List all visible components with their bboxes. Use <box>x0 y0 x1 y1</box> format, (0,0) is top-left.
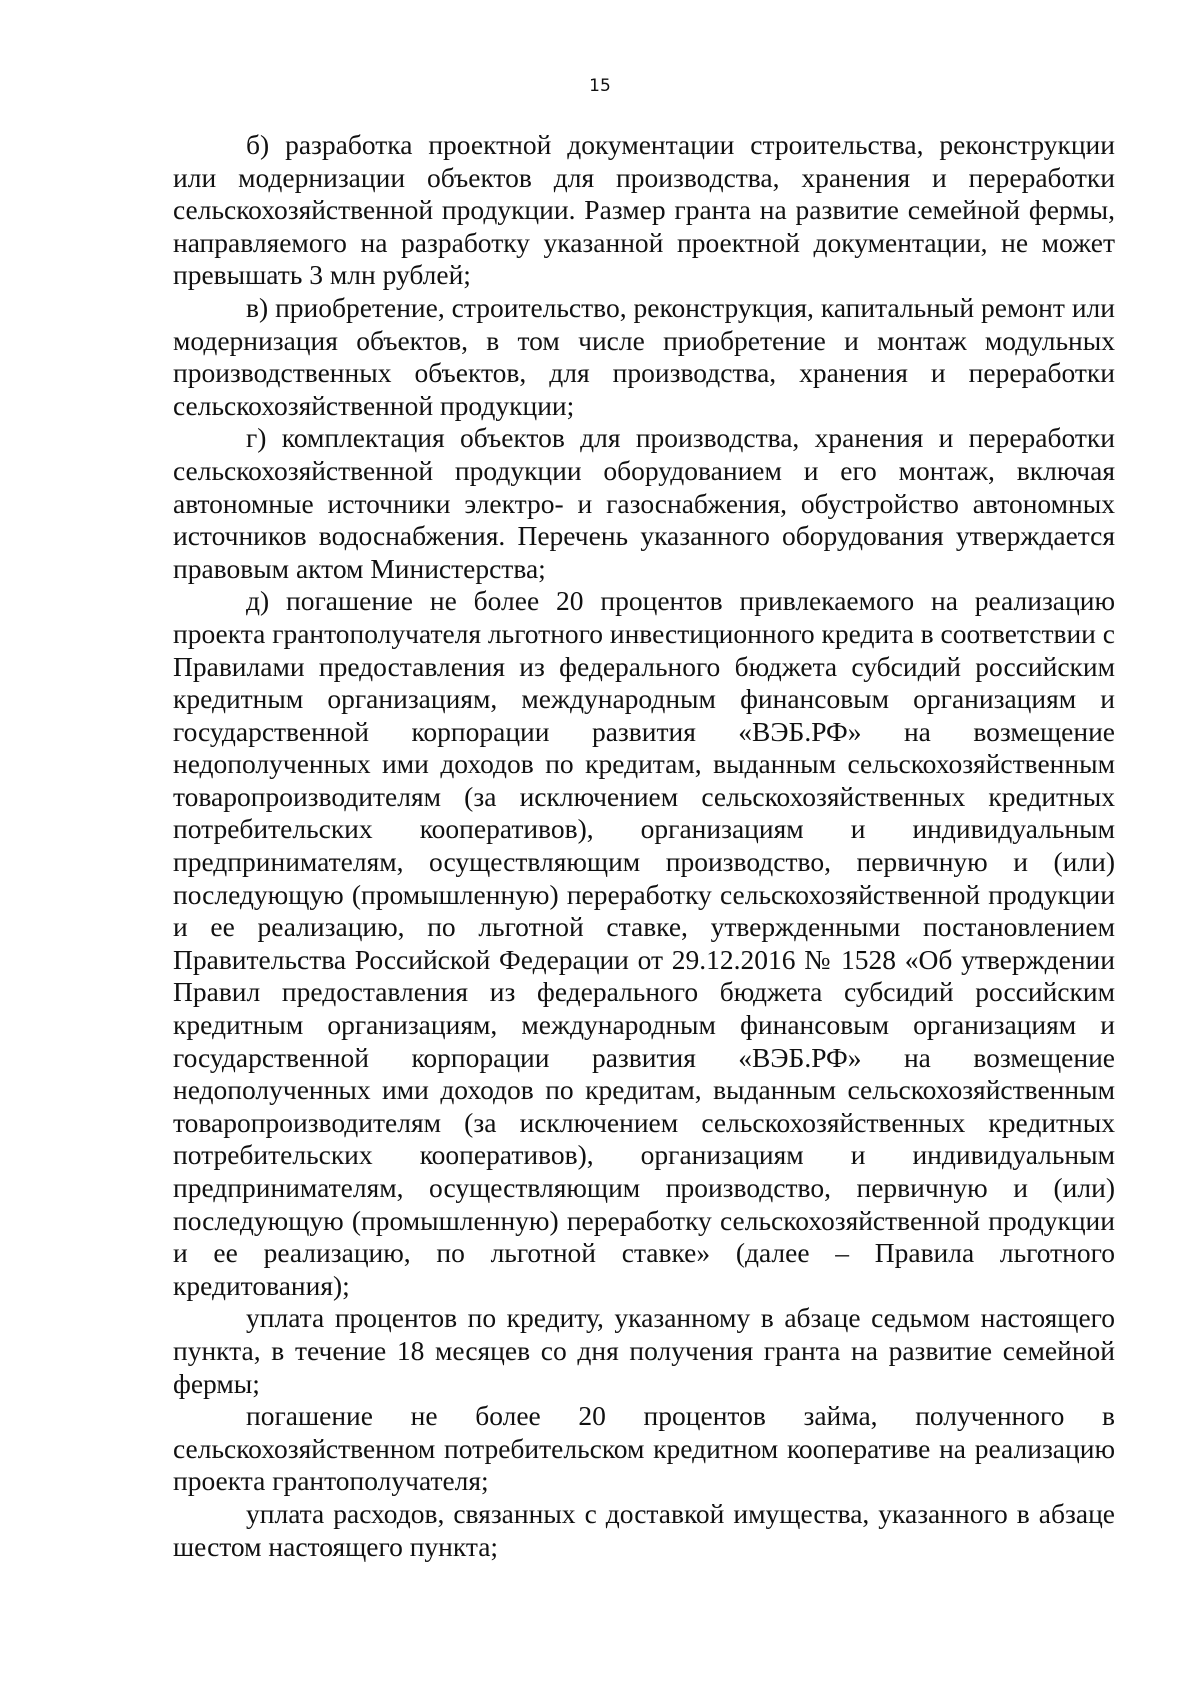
paragraph-cooperative-loan: погашение не более 20 процентов займа, полученного в сельскохозяйственном потребительском кредитном кооперативе на реализацию проекта грантополучателя; <box>173 1400 1115 1497</box>
paragraph-delivery-costs: уплата расходов, связанных с доставкой имущества, указанного в абзаце шестом настоящего пункта; <box>173 1497 1115 1562</box>
paragraph-d-loan-repayment: д) погашение не более 20 процентов привлекаемого на реализацию проекта грантополучателя льготного инвестиционного кредита в соответствии с Правилами предоставления из федерального бюджета субсидий российским кредитным организациям, международным финансовым организациям и государственной корпорации развития «ВЭБ.РФ» на возмещение недополученных ими доходов по кредитам, выданным сельскохозяйственным товаропроизводителям (за исключением сельскохозяйственных кредитных потребительских кооперативов), организациям и индивидуальным предпринимателям, осуществляющим производство, первичную и (или) последующую (промышленную) переработку сельскохозяйственной продукции и ее реализацию, по льготной ставке, утвержденными постановлением Правительства Российской Федерации от 29.12.2016 № 1528 «Об утверждении Правил предоставления из федерального бюджета субсидий российским кредитным организациям, международным финансовым организациям и государственной корпорации развития «ВЭБ.РФ» на возмещение недополученных ими доходов по кредитам, выданным сельскохозяйственным товаропроизводителям (за исключением сельскохозяйственных кредитных потребительских кооперативов), организациям и индивидуальным предпринимателям, осуществляющим производство, первичную и (или) последующую (промышленную) переработку сельскохозяйственной продукции и ее реализацию, по льготной ставке» (далее – Правила льготного кредитования); <box>173 585 1115 1301</box>
paragraph-b-project-documentation: б) разработка проектной документации строительства, реконструкции или модернизации объектов для производства, хранения и переработки сельскохозяйственной продукции. Размер гранта на развитие семейной фермы, направляемого на разработку указанной проектной документации, не может превышать 3 млн рублей; <box>173 129 1115 291</box>
page-number: 15 <box>589 76 611 96</box>
paragraph-g-equipment: г) комплектация объектов для производства, хранения и переработки сельскохозяйственной продукции оборудованием и его монтаж, включая автономные источники электро- и газоснабжения, обустройство автономных источников водоснабжения. Перечень указанного оборудования утверждается правовым актом Министерства; <box>173 422 1115 584</box>
document-body <box>173 129 1115 1563</box>
paragraph-interest-payment: уплата процентов по кредиту, указанному в абзаце седьмом настоящего пункта, в течение 18 месяцев со дня получения гранта на развитие семейной фермы; <box>173 1302 1115 1399</box>
paragraph-v-acquisition-construction: в) приобретение, строительство, реконструкция, капитальный ремонт или модернизация объектов, в том числе приобретение и монтаж модульных производственных объектов, для производства, хранения и переработки сельскохозяйственной продукции; <box>173 291 1115 421</box>
